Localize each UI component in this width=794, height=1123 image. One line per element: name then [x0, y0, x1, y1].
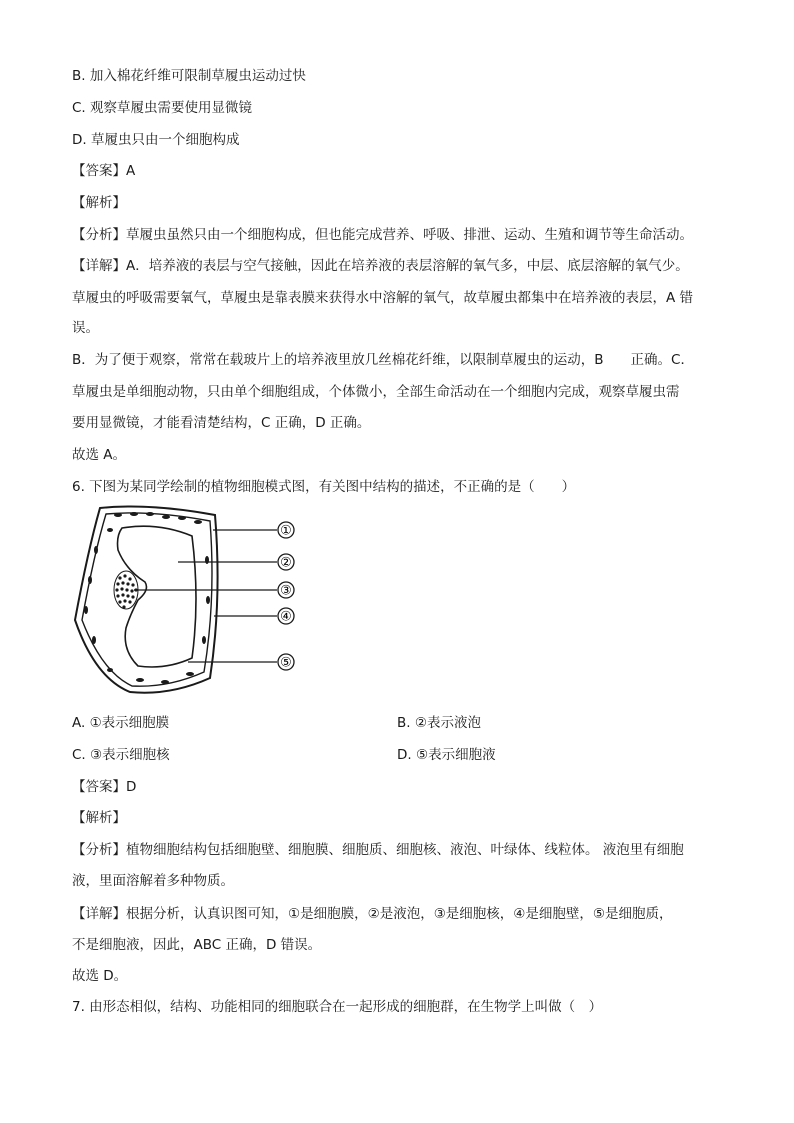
label-1: ① [280, 523, 292, 539]
q5-xiangjie-line-2: 草履虫的呼吸需要氧气，草履虫是靠表膜来获得水中溶解的氧气，故草履虫都集中在培养液的表层，A 错 [72, 290, 694, 306]
q6-fenxi-line-1 [72, 840, 684, 860]
xiangjie-tag: 【详解】 [72, 906, 126, 922]
q5-xiangjie-line-4: B．为了便于观察，常常在载玻片上的培养液里放几丝棉花纤维，以限制草履虫的运动，B 正确。C． [72, 352, 694, 368]
q5-option-c: C. 观察草履虫需要使用显微镜 [72, 100, 253, 116]
q5-fenxi [72, 225, 693, 245]
q5-xiangjie-line-6: 要用显微镜，才能看清楚结构，C 正确，D 正确。 [72, 415, 371, 431]
q5-option-d: D. 草履虫只由一个细胞构成 [72, 132, 240, 148]
q5-option-b: B. 加入棉花纤维可限制草履虫运动过快 [72, 68, 306, 84]
xiangjie-tag: 【详解】 [72, 258, 126, 274]
q6-analysis-header: 【解析】 [72, 810, 126, 826]
q5-analysis-header: 【解析】 [72, 195, 126, 211]
diagram-labels [278, 522, 294, 671]
q5-xiangjie-line-5: 草履虫是单细胞动物，只由单个细胞组成，个体微小，全部生命活动在一个细胞内完成，观察草履虫需 [72, 384, 680, 400]
fenxi-tag: 【分析】 [72, 842, 126, 858]
answer-value: D [126, 779, 137, 795]
label-4: ④ [280, 609, 292, 625]
q5-conclusion: 故选 A。 [72, 447, 127, 463]
q6-option-b: B. ②表示液泡 [397, 715, 481, 731]
answer-tag: 【答案】 [72, 163, 126, 179]
q6-xiangjie-line-2: 不是细胞液，因此，ABC 正确，D 错误。 [72, 937, 322, 953]
q5-answer [72, 161, 135, 181]
q7-stem: 7. 由形态相似，结构、功能相同的细胞联合在一起形成的细胞群，在生物学上叫做（ ） [72, 999, 603, 1015]
fenxi-tag: 【分析】 [72, 227, 126, 243]
label-2: ② [280, 555, 292, 571]
q5-xiangjie-line-1 [72, 256, 689, 276]
q6-option-c: C. ③表示细胞核 [72, 747, 170, 763]
q6-answer [72, 777, 136, 797]
answer-tag: 【答案】 [72, 779, 126, 795]
label-3: ③ [280, 583, 292, 599]
q6-xiangjie-line-1 [72, 904, 673, 924]
q5-xiangjie-line-3: 误。 [72, 320, 99, 336]
q6-fenxi-line-2: 液，里面溶解着多种物质。 [72, 873, 234, 889]
q6-option-a: A. ①表示细胞膜 [72, 715, 170, 731]
label-5: ⑤ [280, 655, 292, 671]
answer-value: A [126, 163, 136, 179]
xiangjie-text: A．培养液的表层与空气接触，因此在培养液的表层溶解的氧气多，中层、底层溶解的氧气少。 [126, 258, 689, 274]
q6-conclusion: 故选 D。 [72, 968, 128, 984]
q6-option-d: D. ⑤表示细胞液 [397, 747, 496, 763]
plant-cell-diagram [70, 500, 310, 705]
q6-stem: 6. 下图为某同学绘制的植物细胞模式图，有关图中结构的描述，不正确的是（ ） [72, 479, 576, 495]
xiangjie-text: 根据分析，认真识图可知，①是细胞膜，②是液泡，③是细胞核，④是细胞壁，⑤是细胞质， [126, 906, 673, 922]
fenxi-text: 草履虫虽然只由一个细胞构成，但也能完成营养、呼吸、排泄、运动、生殖和调节等生命活动。 [126, 227, 693, 243]
fenxi-text: 植物细胞结构包括细胞壁、细胞膜、细胞质、细胞核、液泡、叶绿体、线粒体。 液泡里有细胞 [126, 842, 684, 858]
